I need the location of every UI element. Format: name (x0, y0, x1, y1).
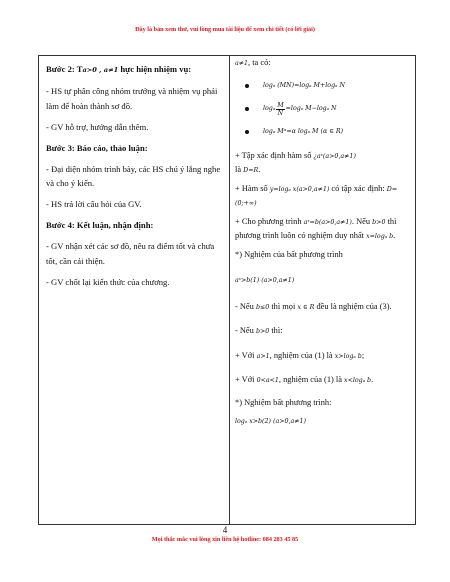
formula-item: logₐ (MN)=logₐ M+logₐ N (235, 75, 411, 98)
formula-line: aˣ>b(1) (a>0,a≠1) (235, 277, 295, 284)
paragraph: *) Nghiệm bất phương trình: (235, 397, 332, 407)
paragraph: + Cho phương trình aˣ=b(a>0,a≠1). Nếu b>0 thì phương trình luôn có nghiệm duy nhất x=logₐ b. (235, 216, 397, 240)
hotline-footer: Mọi thắc mắc vui lòng xin liên hệ hotline: 084 283 45 85 (151, 536, 299, 543)
paragraph: - Nếu b≤0 thì mọi x ∈ R đều là nghiệm của (3). (235, 301, 392, 311)
intro-line: a≠1, ta có: (235, 58, 271, 67)
paragraph: + Hàm số y=logₐ x(a>0,a≠1) có tập xác định: D=(0;+∞) (235, 183, 398, 207)
paragraph: - GV chốt lại kiến thức của chương. (46, 276, 170, 287)
formula-item: logₐ $\frac{M}{N}$ =logₐ M−logₐ N (235, 98, 411, 121)
paragraph: - Đại diện nhóm trình bày, các HS chú ý lắng nghe và cho ý kiến. (46, 163, 221, 188)
paragraph: + Với 0<a<1, nghiệm của (1) là x<logₐ b. (235, 375, 374, 384)
preview-banner: Đây là bản xem thử, vui lòng mua tài liệu để xem chi tiết (có lời giải) (135, 26, 315, 33)
step2-heading: Bước 2: Ta>0 , a≠1 hực hiện nhiệm vụ: (46, 64, 192, 74)
paragraph: - HS tự phân công nhóm trưởng và nhiệm vụ phải làm để hoàn thành sơ đồ. (46, 86, 218, 111)
step4-heading: Bước 4: Kết luận, nhận định: (46, 220, 154, 230)
paragraph: + Tập xác định hàm số ¿aˣ(a>0,a≠1) là D=R. (235, 150, 356, 174)
bullet-icon (245, 84, 249, 88)
step3-heading: Bước 3: Báo cáo, thảo luận: (46, 142, 148, 153)
page-number: 4 (222, 525, 228, 535)
bullet-icon (245, 107, 249, 111)
formula-line: logₐ x>b(2) (a>0,a≠1) (235, 418, 306, 425)
left-column (39, 56, 230, 525)
bullet-icon (245, 130, 249, 134)
lesson-table (38, 55, 416, 525)
paragraph: + Với a>1, nghiệm của (1) là x>logₐ b; (235, 350, 365, 360)
paragraph: - GV hỗ trợ, hướng dẫn thêm. (46, 121, 149, 132)
paragraph: - HS trả lời câu hỏi của GV. (46, 199, 142, 209)
right-column (230, 56, 416, 525)
paragraph: - GV nhận xét các sơ đồ, nêu ra điểm tốt và chưa tốt, cần cải thiện. (46, 241, 215, 266)
formula-item: logₐ Mᵅ=α logₐ M (α ∈ R) (235, 121, 411, 144)
paragraph: *) Nghiệm của bất phương trình (235, 249, 343, 259)
paragraph: - Nếu b>0 thì: (235, 326, 283, 335)
